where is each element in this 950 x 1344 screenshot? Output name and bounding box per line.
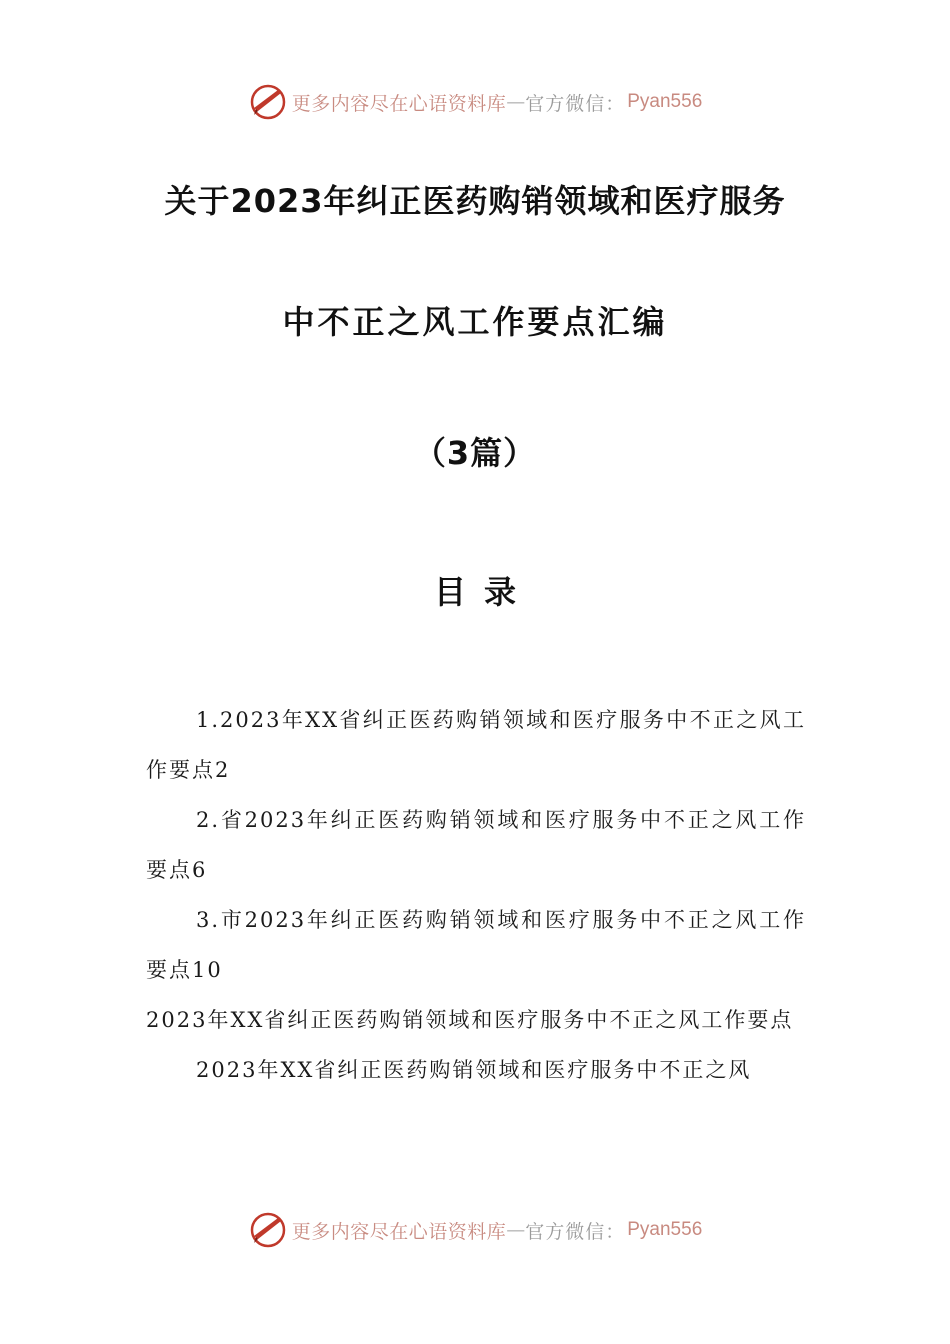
- document-title-line-1: 关于2023年纠正医药购销领域和医疗服务: [164, 182, 786, 220]
- toc-entry-3[interactable]: 3.市2023年纠正医药购销领域和医疗服务中不正之风工作要点10: [146, 908, 806, 982]
- footer-watermark: [0, 1208, 950, 1252]
- pen-logo-icon: [248, 82, 288, 122]
- watermark-wechat-id: Pyan556: [627, 1219, 703, 1240]
- watermark-wechat-id: Pyan556: [627, 91, 703, 112]
- document-title-line-2: 中不正之风工作要点汇编: [282, 303, 668, 341]
- document-body: [146, 695, 806, 1095]
- watermark-dash: —: [506, 91, 526, 113]
- toc-heading: 目录: [433, 573, 534, 611]
- section-heading: 2023年XX省纠正医药购销领域和医疗服务中不正之风工作要点: [146, 1008, 794, 1032]
- watermark-main-text: 更多内容尽在心语资料库: [291, 92, 507, 115]
- pen-logo-icon: [248, 1210, 288, 1250]
- watermark-sub-text: 官方微信：: [525, 92, 626, 115]
- document-title-count: （3篇）: [413, 434, 537, 472]
- watermark-dash: —: [506, 1219, 526, 1241]
- watermark-main-text: 更多内容尽在心语资料库: [291, 1220, 507, 1243]
- toc-entry-2[interactable]: 2.省2023年纠正医药购销领域和医疗服务中不正之风工作要点6: [146, 808, 806, 882]
- header-watermark: [0, 80, 950, 124]
- watermark-sub-text: 官方微信：: [525, 1220, 626, 1243]
- toc-entry-1[interactable]: 1.2023年XX省纠正医药购销领域和医疗服务中不正之风工作要点2: [146, 708, 806, 782]
- section-paragraph: 2023年XX省纠正医药购销领域和医疗服务中不正之风: [196, 1058, 752, 1082]
